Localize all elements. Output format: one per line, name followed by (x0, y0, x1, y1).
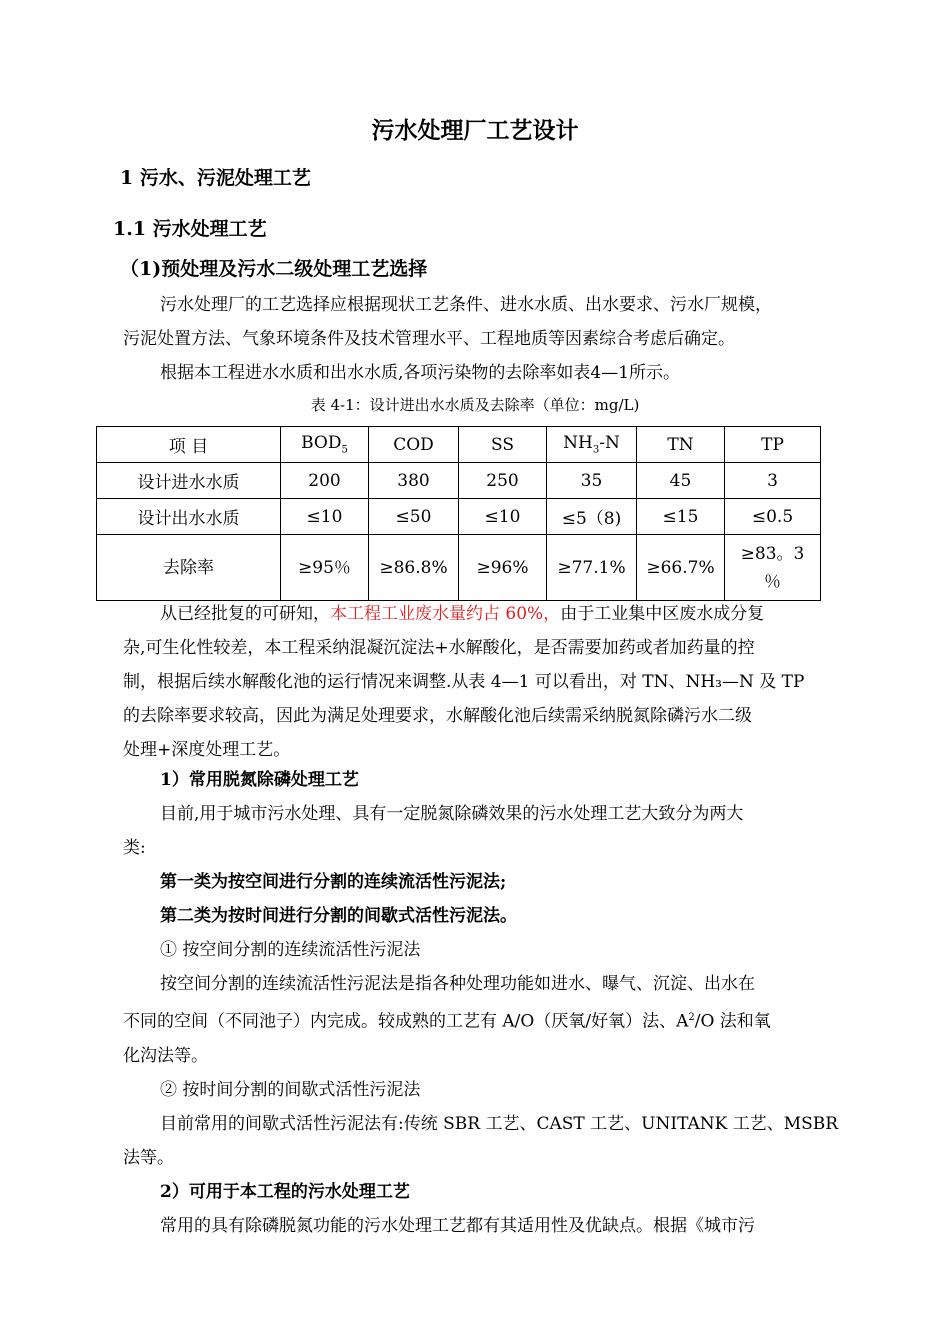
document-title: 污水处理厂工艺设计 (371, 117, 579, 144)
section-heading-1-1: 1.1 污水处理工艺 (113, 218, 267, 240)
table-cell: 45 (637, 463, 725, 499)
header-nh3n: $NH_3-N$ (547, 427, 637, 463)
paragraph-line: 制，根据后续水解酸化池的运行情况来调整.从表 4—1 可以看出，对 TN、NH₃—N 及 TP (123, 672, 805, 692)
table-cell: ≥86.8% (369, 535, 459, 601)
table-cell: ≥96% (459, 535, 547, 601)
table-cell: ≤10 (459, 499, 547, 535)
table-cell: ≤50 (369, 499, 459, 535)
paragraph-common-processes (123, 763, 843, 1243)
table-cell: 200 (281, 463, 369, 499)
subsection-heading-1: （1)预处理及污水二级处理工艺选择 (120, 258, 428, 280)
subsection-heading: 2）可用于本工程的污水处理工艺 (160, 1181, 410, 1202)
paragraph-line: 处理+深度处理工艺。 (123, 740, 291, 760)
paragraph-process-selection (123, 288, 843, 390)
paragraph-removal-rate: 根据本工程进水水质和出水水质,各项污染物的去除率如表4—1所示。 (160, 363, 681, 383)
paragraph-line: 的去除率要求较高，因此为满足处理要求，水解酸化池后续需采纳脱氮除磷污水二级 (123, 706, 752, 726)
table-cell: 35 (547, 463, 637, 499)
paragraph-line: 污泥处置方法、气象环境条件及技术管理水平、工程地质等因素综合考虑后确定。 (123, 329, 735, 349)
paragraph-feasibility (123, 597, 843, 767)
table-cell: 380 (369, 463, 459, 499)
paragraph-line: 目前,用于城市污水处理、具有一定脱氮除磷效果的污水处理工艺大致分为两大 (160, 804, 744, 824)
table-cell: ≤5（8) (547, 499, 637, 535)
paragraph-line: 常用的具有除磷脱氮功能的污水处理工艺都有其适用性及优缺点。根据《城市污 (160, 1215, 755, 1236)
table-row (97, 535, 821, 601)
paragraph-line: 污水处理厂的工艺选择应根据现状工艺条件、进水水质、出水要求、污水厂规模， (160, 295, 772, 315)
header-ss: SS (459, 427, 547, 463)
category-one: 第一类为按空间进行分割的连续流活性污泥法; (160, 872, 507, 892)
table-header-row (97, 427, 821, 463)
method-heading-temporal: ② 按时间分割的间歇式活性污泥法 (160, 1079, 421, 1100)
paragraph-line: 目前常用的间歇式活性污泥法有:传统 SBR 工艺、CAST 工艺、UNITANK 工艺、MSBR (160, 1113, 839, 1134)
table-row (97, 499, 821, 535)
row-label: 设计出水水质 (97, 499, 281, 535)
header-bod5: $BOD_5$ (281, 427, 369, 463)
table-cell: ≤0.5 (725, 499, 821, 535)
paragraph-line: 法等。 (123, 1147, 174, 1168)
header-cod: COD (369, 427, 459, 463)
paragraph-line: 杂,可生化性较差，本工程采纳混凝沉淀法+水解酸化，是否需要加药或者加药量的控 (123, 638, 755, 658)
table-cell: ≤10 (281, 499, 369, 535)
table-row (97, 463, 821, 499)
water-quality-table (96, 426, 821, 601)
table-cell: ≥77.1% (547, 535, 637, 601)
table-caption: 表 4-1：设计进出水水质及去除率（单位：mg/L) (310, 396, 640, 414)
header-item: 项 目 (97, 427, 281, 463)
paragraph-line: 从已经批复的可研知，本工程工业废水量约占 60%，由于工业集中区废水成分复 (160, 604, 765, 624)
table-cell: ≥95％ (281, 535, 369, 601)
header-tp: TP (725, 427, 821, 463)
table-cell: ≥83。3 ％ (725, 535, 821, 601)
row-label: 设计进水水质 (97, 463, 281, 499)
category-two: 第二类为按时间进行分割的间歇式活性污泥法。 (160, 906, 517, 926)
paragraph-line: 化沟法等。 (123, 1045, 208, 1066)
section-heading-1: 1 污水、污泥处理工艺 (120, 167, 311, 189)
paragraph-line: 按空间分割的连续流活性污泥法是指各种处理功能如进水、曝气、沉淀、出水在 (160, 974, 755, 994)
row-label: 去除率 (97, 535, 281, 601)
header-tn: TN (637, 427, 725, 463)
table-cell: ≤15 (637, 499, 725, 535)
table-cell: ≥66.7% (637, 535, 725, 601)
table-cell: 250 (459, 463, 547, 499)
subsection-heading: 1）常用脱氮除磷处理工艺 (160, 770, 359, 790)
method-heading-spatial: ① 按空间分割的连续流活性污泥法 (160, 940, 421, 960)
paragraph-line: 不同的空间（不同池子）内完成。较成熟的工艺有 A/O（厌氧/好氧）法、$A^2/O$ 法和氧 (123, 1011, 771, 1032)
paragraph-line: 类: (123, 838, 146, 858)
highlight-industrial-wastewater: 本工程工业废水量约占 60%， (330, 604, 561, 624)
table-cell: 3 (725, 463, 821, 499)
